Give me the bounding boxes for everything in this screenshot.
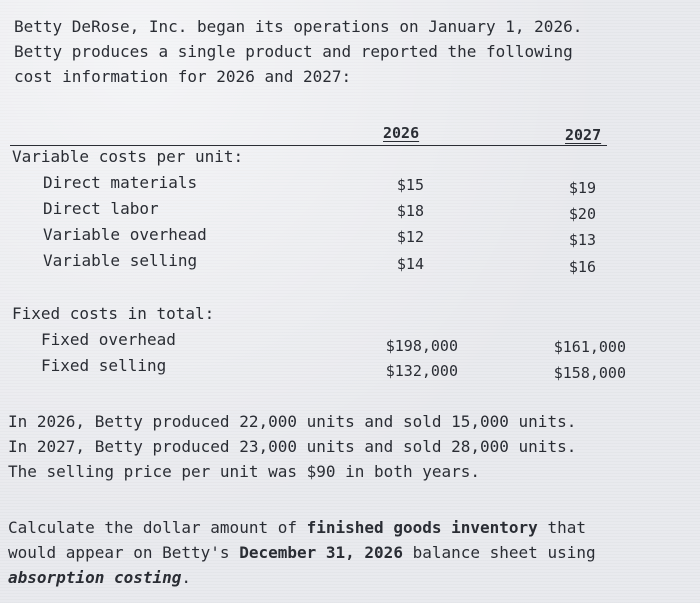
variable-overhead-2027: $13 [568,231,596,249]
table-header-rule [10,145,607,146]
production-line-2: In 2027, Betty produced 23,000 units and sold 28,000 units. [8,437,577,456]
row-label-direct-materials: Direct materials [43,173,198,192]
question-emphasis-finished-goods: finished goods inventory [306,518,538,537]
production-line-1: In 2026, Betty produced 22,000 units and sold 15,000 units. [8,412,577,431]
row-label-variable-selling: Variable selling [43,251,198,270]
question-text: . [181,568,192,587]
variable-overhead-2026: $12 [396,228,424,246]
production-line-3: The selling price per unit was $90 in both years. [8,462,481,481]
row-label-fixed-overhead: Fixed overhead [41,330,176,349]
question-emphasis-absorption: absorption costing [8,568,182,587]
variable-costs-label: Variable costs per unit: [12,147,244,166]
row-label-fixed-selling: Fixed selling [41,356,167,375]
direct-materials-2026: $15 [396,176,424,194]
question-paragraph [8,515,596,590]
row-label-variable-overhead: Variable overhead [43,225,207,244]
question-text: balance sheet using [402,543,596,562]
column-header-2026: 2026 [383,124,420,142]
question-text: Calculate the dollar amount of [8,518,307,537]
question-line-1 [8,515,596,540]
direct-labor-2026: $18 [396,202,424,220]
fixed-costs-label: Fixed costs in total: [12,304,215,323]
direct-materials-2027: $19 [568,179,596,197]
fixed-selling-2027: $158,000 [553,364,626,382]
column-header-2027: 2027 [565,126,602,144]
row-label-direct-labor: Direct labor [43,199,159,218]
fixed-overhead-2027: $161,000 [553,338,626,356]
intro-line-2: Betty produces a single product and reported the following [14,42,573,61]
variable-selling-2026: $14 [396,255,424,273]
intro-line-1: Betty DeRose, Inc. began its operations on January 1, 2026. [14,17,583,36]
question-line-2 [8,540,596,565]
question-text: that [537,518,586,537]
production-paragraph [8,409,576,484]
fixed-overhead-2026: $198,000 [385,337,458,355]
question-line-3 [8,565,596,590]
intro-paragraph [14,14,674,89]
direct-labor-2027: $20 [568,205,596,223]
variable-selling-2027: $16 [568,258,596,276]
fixed-selling-2026: $132,000 [385,362,458,380]
question-text: would appear on Betty's [8,543,240,562]
question-emphasis-date: December 31, 2026 [239,543,403,562]
intro-line-3: cost information for 2026 and 2027: [14,67,352,86]
